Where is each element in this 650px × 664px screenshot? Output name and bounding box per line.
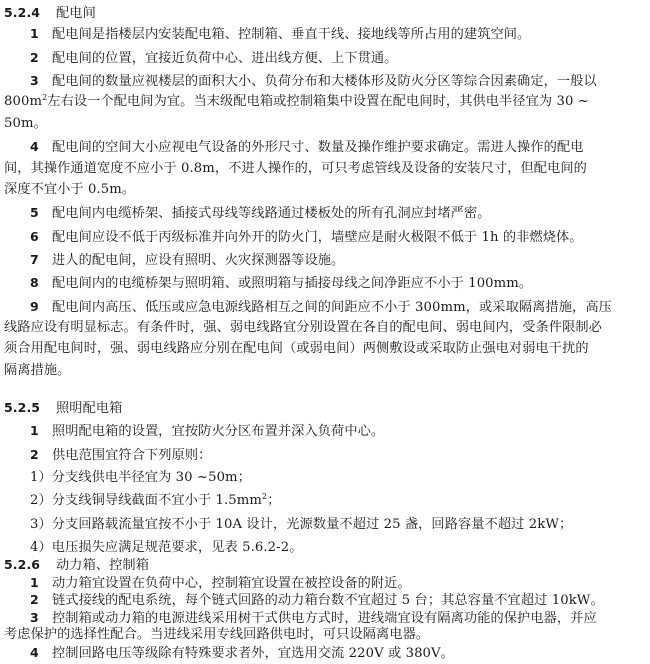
- clause-4: [30, 644, 454, 663]
- section-title: 配电间: [56, 6, 96, 21]
- clause-3: [30, 72, 597, 91]
- clause-text: 控制回路电压等级除有特殊要求者外，宜选用交流 220V 或 380V。: [52, 646, 454, 661]
- clause-number: 5: [30, 205, 39, 220]
- clause-text: 配电间的数量应视楼层的面积大小、负荷分布和大楼体形及防火分区等综合因素确定，一般以: [52, 74, 597, 89]
- clause-4: [30, 138, 584, 157]
- clause-number: 6: [30, 229, 39, 244]
- section-heading-5-2-6: [4, 556, 149, 575]
- clause-2: [30, 49, 397, 68]
- clause-text: 链式接线的配电系统，每个链式回路的动力箱台数不宜超过 5 台；其总容量不宜超过 10kW。: [52, 593, 604, 608]
- clause-number: 2: [30, 50, 39, 65]
- clause-text: 50m。: [4, 116, 47, 131]
- clause-7: [30, 251, 344, 270]
- section-heading-5-2-4: [4, 4, 96, 23]
- clause-text: 照明配电箱的设置，宜按防火分区布置并深入负荷中心。: [52, 424, 385, 439]
- superscript: 2: [262, 492, 268, 501]
- clause-2: [30, 446, 211, 465]
- clause-text: 左右设一个配电间为宜。当末级配电箱或控制箱集中设置在配电间时，其供电半径宜为 30 ~: [47, 94, 589, 109]
- clause-number: 1: [30, 575, 39, 590]
- section-number: 5.2.6: [4, 557, 41, 572]
- clause-text: 隔离措施。: [4, 363, 71, 378]
- clause-9-line-3: [4, 340, 589, 358]
- section-number: 5.2.4: [4, 5, 41, 20]
- clause-text: 配电间的位置，宜接近负荷中心、进出线方便、上下贯通。: [52, 51, 398, 66]
- clause-number: 9: [30, 299, 39, 314]
- clause-text: 考虑保护的选择性配合。当进线采用专线回路供电时，可只设隔离电器。: [4, 627, 430, 642]
- clause-3-line-2: [4, 93, 589, 111]
- clause-2: [30, 591, 604, 610]
- clause-text: 配电间应设不低于丙级标准并向外开的防火门，墙壁应是耐火极限不低于 1h 的非燃烧体。: [52, 230, 583, 245]
- clause-number: 8: [30, 275, 39, 290]
- clause-5: [30, 204, 490, 223]
- clause-text: 进人的配电间，应设有照明、火灾探测器等设施。: [52, 253, 345, 268]
- clause-number: 1: [30, 423, 39, 438]
- clause-text: 配电间内的电缆桥架与照明箱、或照明箱与插接母线之间净距应不小于 100mm。: [52, 276, 533, 291]
- clause-text-unit: 800m: [4, 94, 43, 109]
- clause-1: [30, 422, 384, 441]
- clause-text: 深度不宜小于 0.5m。: [4, 182, 136, 197]
- section-number: 5.2.5: [4, 400, 41, 415]
- section-heading-5-2-5: [4, 399, 122, 418]
- clause-4-line-2: [4, 160, 587, 178]
- sub-item-text: 4）电压损失应满足规范要求，见表 5.6.2-2。: [30, 540, 303, 555]
- clause-number: 1: [30, 26, 39, 41]
- clause-3-line-2: [4, 626, 429, 644]
- sub-item-4: [30, 539, 302, 557]
- clause-3-line-3: [4, 115, 47, 133]
- clause-text: 配电间内电缆桥架、插接式母线等线路通过楼板处的所有孔洞应封堵严密。: [52, 206, 491, 221]
- sub-item-3: [30, 516, 572, 534]
- clause-text: 配电间是指楼层内安装配电箱、控制箱、垂直干线、接地线等所占用的建筑空间。: [52, 27, 531, 42]
- clause-text: 配电间的空间大小应视电气设备的外形尺寸、数量及操作维护要求确定。需进人操作的配电: [52, 140, 584, 155]
- sub-item-text: 3）分支回路载流量宜按不小于 10A 设计，光源数量不超过 25 盏，回路容量不超过 2kW；: [30, 517, 573, 532]
- sub-item-2: [30, 492, 281, 510]
- clause-number: 2: [30, 592, 39, 607]
- clause-4-line-3: [4, 181, 135, 199]
- clause-9: [30, 298, 612, 317]
- clause-text: 须合用配电间时，强、弱电线路应分别在配电间（或弱电间）两侧敷设或采取防止强电对弱电干扰的: [4, 341, 589, 356]
- clause-number: 4: [30, 139, 39, 154]
- section-title: 动力箱、控制箱: [56, 558, 150, 573]
- section-title: 照明配电箱: [56, 401, 123, 416]
- clause-number: 3: [30, 73, 39, 88]
- clause-text: 动力箱宜设置在负荷中心，控制箱宜设置在被控设备的附近。: [52, 576, 411, 591]
- clause-number: 7: [30, 252, 39, 267]
- clause-number: 4: [30, 645, 39, 660]
- superscript: 2: [42, 93, 48, 102]
- clause-9-line-4: [4, 362, 70, 380]
- clause-text: 供电范围宜符合下列原则：: [52, 448, 212, 463]
- clause-1: [30, 25, 530, 44]
- clause-8: [30, 274, 532, 293]
- sub-item-1: [30, 469, 251, 487]
- clause-9-line-2: [4, 319, 602, 337]
- sub-item-text: 2）分支线铜导线截面不宜小于 1.5mm: [30, 493, 263, 508]
- clause-number: 2: [30, 447, 39, 462]
- clause-6: [30, 228, 583, 247]
- clause-number: 3: [30, 610, 39, 625]
- sub-item-text: 1）分支线供电半径宜为 30 ~50m；: [30, 470, 251, 485]
- clause-text: 控制箱或动力箱的电源进线采用树干式供电方式时，进线端宜设有隔离功能的保护电器，并应: [52, 611, 597, 626]
- sub-item-tail: ；: [267, 493, 281, 508]
- clause-text: 线路应设有明显标志。有条件时，强、弱电线路宜分别设置在各自的配电间、弱电间内，受条件限制必: [4, 320, 602, 335]
- clause-text: 间，其操作通道宽度不应小于 0.8m，不进人操作的，可只考虑管线及设备的安装尺寸，但配电间的: [4, 161, 587, 176]
- clause-text: 配电间内高压、低压或应急电源线路相互之间的间距应不小于 300mm，或采取隔离措施，高压: [52, 300, 612, 315]
